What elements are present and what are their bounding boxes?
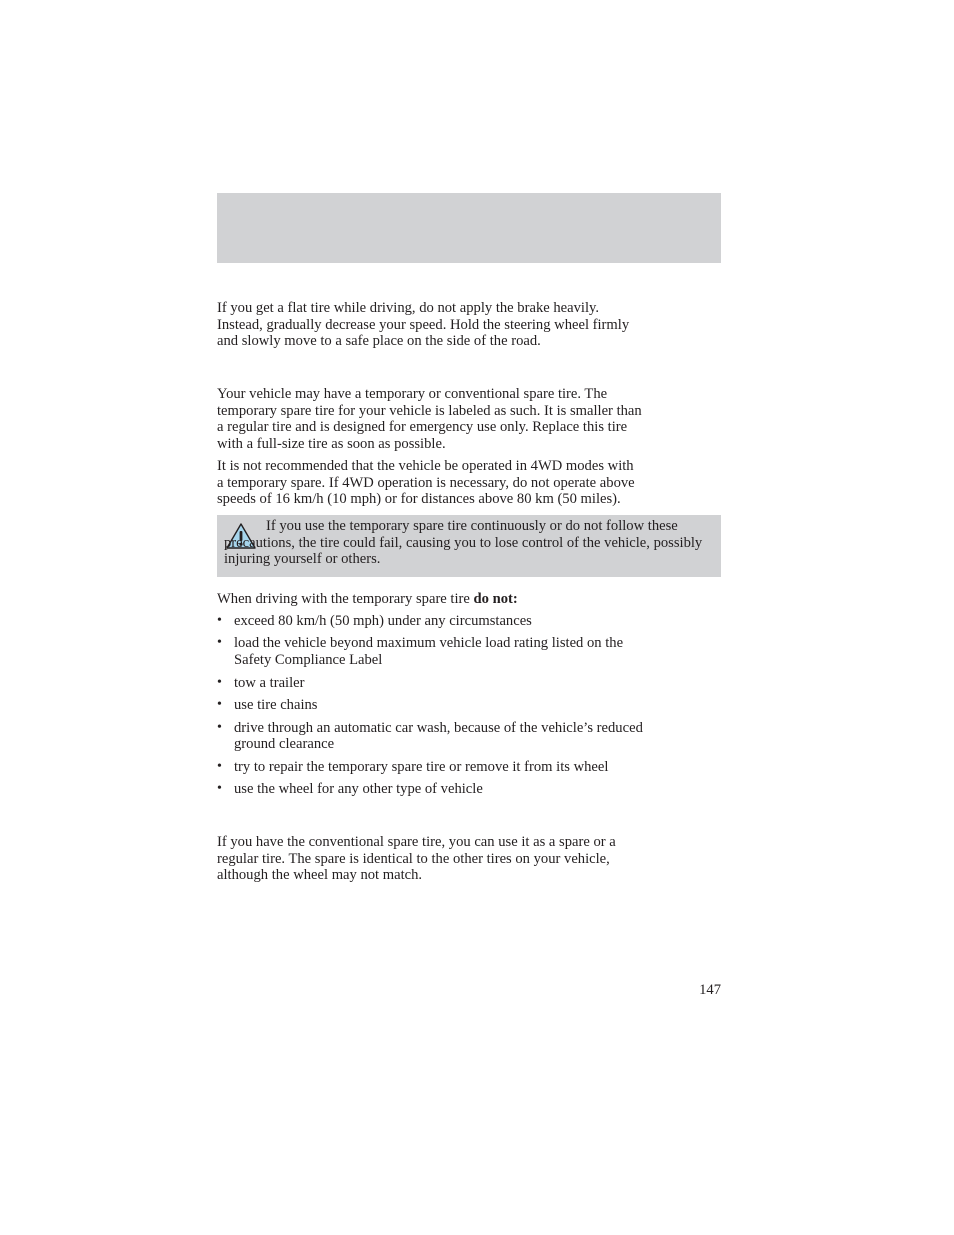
warning-text: If you use the temporary spare tire continuously or do not follow these precautions, the tire could fail, causing you to lose control of the vehicle, possibly injuring yourself or others. — [224, 518, 703, 568]
list-item-text: use tire chains — [234, 697, 318, 714]
4wd-paragraph: It is not recommended that the vehicle be operated in 4WD modes with a temporary spare. If 4WD operation is necessary, do not operate above speeds of 16 km/h (10 mph) or for distances above 80 km (50 miles). — [217, 458, 635, 508]
list-item — [217, 675, 723, 692]
warning-box — [217, 515, 721, 577]
flat-tire-paragraph: If you get a flat tire while driving, do not apply the brake heavily. Instead, gradually decrease your speed. Hold the steering wheel firmly and slowly move to a safe place on the side of the road. — [217, 300, 630, 350]
list-item-text: use the wheel for any other type of vehicle — [234, 781, 483, 798]
list-item — [217, 635, 723, 668]
header-band — [217, 193, 721, 263]
donot-intro-text: When driving with the temporary spare tire — [217, 591, 474, 607]
donot-intro — [217, 591, 723, 608]
bullet: • — [217, 758, 222, 774]
conventional-spare-paragraph: If you have the conventional spare tire, you can use it as a spare or a regular tire. The spare is identical to the other tires on your vehicle, although the wheel may not match. — [217, 834, 616, 884]
bullet: • — [217, 719, 222, 735]
bullet: • — [217, 674, 222, 690]
list-item-text: try to repair the temporary spare tire or remove it from its wheel — [234, 758, 609, 775]
list-item-text: exceed 80 km/h (50 mph) under any circumstances — [234, 613, 532, 629]
list-item — [217, 697, 723, 714]
list-item-text: load the vehicle beyond maximum vehicle load rating listed on the Safety Compliance Label — [234, 635, 624, 669]
list-item — [217, 759, 723, 776]
list-item — [217, 720, 723, 753]
bullet: • — [217, 613, 222, 628]
list-item — [217, 613, 723, 630]
donot-list — [217, 613, 723, 804]
list-item — [217, 781, 723, 798]
list-item-text: drive through an automatic car wash, because of the vehicle’s reduced ground clearance — [234, 719, 643, 753]
bullet: • — [217, 635, 222, 651]
page-number: 147 — [699, 982, 721, 998]
bullet: • — [217, 697, 222, 713]
donot-emphasis: do not: — [473, 591, 518, 607]
spare-tire-paragraph: Your vehicle may have a temporary or conventional spare tire. The temporary spare tire for your vehicle is labeled as such. It is smaller than a regular tire and is designed for emergency use only. Replace this tire with a full-size tire as soon as possible. — [217, 386, 642, 452]
bullet: • — [217, 781, 222, 797]
list-item-text: tow a trailer — [234, 674, 305, 691]
